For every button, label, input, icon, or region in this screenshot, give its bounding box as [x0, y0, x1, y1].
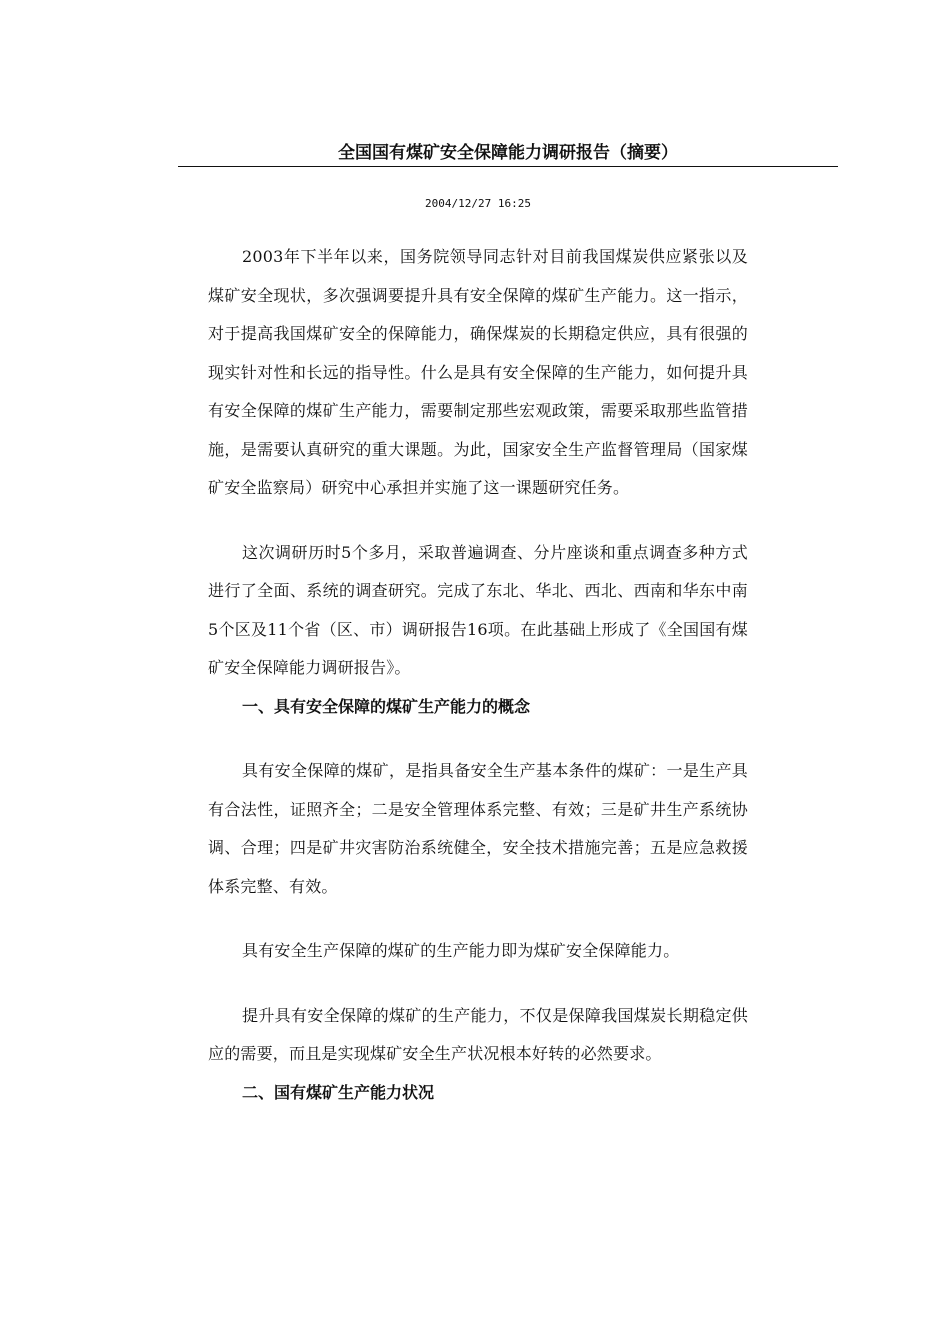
paragraph-survey: 这次调研历时5个多月，采取普遍调查、分片座谈和重点调查多种方式进行了全面、系统的调查研究。完成了东北、华北、西北、西南和华东中南5个区及11个省（区、市）调研报告16项。在此基础上形成了《全国国有煤矿安全保障能力调研报告》。 — [208, 542, 748, 677]
section-heading-2: 二、国有煤矿生产能力状况 — [242, 1082, 435, 1102]
paragraph-definition: 具有安全保障的煤矿，是指具备安全生产基本条件的煤矿：一是生产具有合法性，证照齐全；二是安全管理体系完整、有效；三是矿井生产系统协调、合理；四是矿井灾害防治系统健全，安全技术措施完善；五是应急救援体系完整、有效。 — [208, 761, 748, 896]
document-title: 全国国有煤矿安全保障能力调研报告（摘要） — [338, 143, 678, 163]
paragraph-capacity: 具有安全生产保障的煤矿的生产能力即为煤矿安全保障能力。 — [242, 941, 680, 960]
publish-timestamp: 2004/12/27 16:25 — [425, 197, 531, 210]
paragraph-importance: 提升具有安全保障的煤矿的生产能力，不仅是保障我国煤炭长期稳定供应的需要，而且是实现煤矿安全生产状况根本好转的必然要求。 — [208, 1005, 748, 1063]
section-heading-1: 一、具有安全保障的煤矿生产能力的概念 — [242, 696, 531, 716]
paragraph-intro: 2003年下半年以来，国务院领导同志针对目前我国煤炭供应紧张以及煤矿安全现状，多次强调要提升具有安全保障的煤矿生产能力。这一指示，对于提高我国煤矿安全的保障能力，确保煤炭的长期稳定供应，具有很强的现实针对性和长远的指导性。什么是具有安全保障的生产能力，如何提升具有安全保障的煤矿生产能力，需要制定那些宏观政策，需要采取那些监管措施，是需要认真研究的重大课题。为此，国家安全生产监督管理局（国家煤矿安全监察局）研究中心承担并实施了这一课题研究任务。 — [208, 247, 748, 497]
document-body — [208, 238, 748, 1112]
title-underline — [178, 166, 838, 167]
